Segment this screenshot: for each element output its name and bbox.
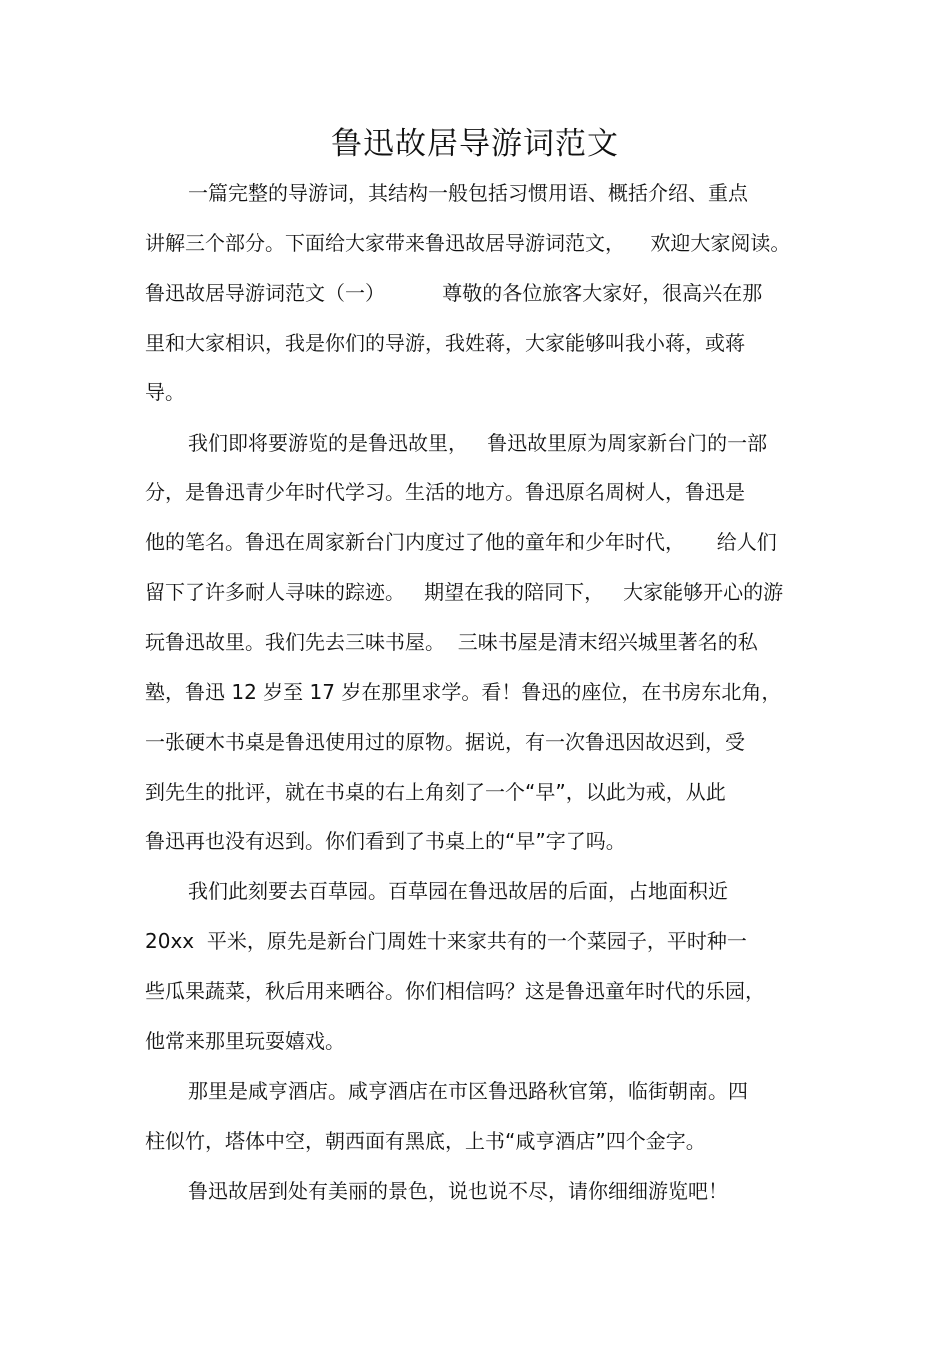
text-line-12: 一张硬木书桌是鲁迅使用过的原物。据说，有一次鲁迅因故迟到，受 <box>145 730 745 754</box>
text-line-16: 20xx 平米，原先是新台门周姓十来家共有的一个菜园子，平时种一 <box>145 929 747 953</box>
text-line-2: 讲解三个部分。下面给大家带来鲁迅故居导游词范文， 欢迎大家阅读。 <box>145 231 791 255</box>
text-line-1: 一篇完整的导游词，其结构一般包括习惯用语、概括介绍、重点 <box>188 181 748 205</box>
text-line-9: 留下了许多耐人寻味的踪迹。 期望在我的陪同下， 大家能够开心的游 <box>145 580 784 604</box>
text-line-8: 他的笔名。鲁迅在周家新台门内度过了他的童年和少年时代， 给人们 <box>145 530 777 554</box>
text-line-18: 他常来那里玩耍嬉戏。 <box>145 1029 345 1053</box>
text-line-15: 我们此刻要去百草园。百草园在鲁迅故居的后面，占地面积近 <box>188 879 728 903</box>
text-line-3: 鲁迅故居导游词范文（一） 尊敬的各位旅客大家好，很高兴在那 <box>145 281 763 305</box>
text-line-6: 我们即将要游览的是鲁迅故里， 鲁迅故里原为周家新台门的一部 <box>188 431 768 455</box>
text-line-13: 到先生的批评，就在书桌的右上角刻了一个“早”，以此为戒，从此 <box>145 780 726 804</box>
text-line-10: 玩鲁迅故里。我们先去三味书屋。 三味书屋是清末绍兴城里著名的私 <box>145 630 758 654</box>
text-line-21: 鲁迅故居到处有美丽的景色，说也说不尽，请你细细游览吧！ <box>188 1179 728 1203</box>
text-line-4: 里和大家相识，我是你们的导游，我姓蒋，大家能够叫我小蒋，或蒋 <box>145 331 745 355</box>
text-line-17: 些瓜果蔬菜，秋后用来晒谷。你们相信吗？这是鲁迅童年时代的乐园， <box>145 979 765 1003</box>
text-line-20: 柱似竹，塔体中空，朝西面有黑底，上书“咸亨酒店”四个金字。 <box>145 1129 706 1153</box>
text-line-7: 分，是鲁迅青少年时代学习。生活的地方。鲁迅原名周树人，鲁迅是 <box>145 480 745 504</box>
text-line-19: 那里是咸亨酒店。咸亨酒店在市区鲁迅路秋官第，临街朝南。四 <box>188 1079 748 1103</box>
document-title: 鲁迅故居导游词范文 <box>331 126 619 162</box>
text-line-5: 导。 <box>145 380 185 404</box>
text-line-14: 鲁迅再也没有迟到。你们看到了书桌上的“早”字了吗。 <box>145 829 626 853</box>
text-line-11: 塾，鲁迅 12 岁至 17 岁在那里求学。看！鲁迅的座位，在书房东北角， <box>145 680 782 704</box>
